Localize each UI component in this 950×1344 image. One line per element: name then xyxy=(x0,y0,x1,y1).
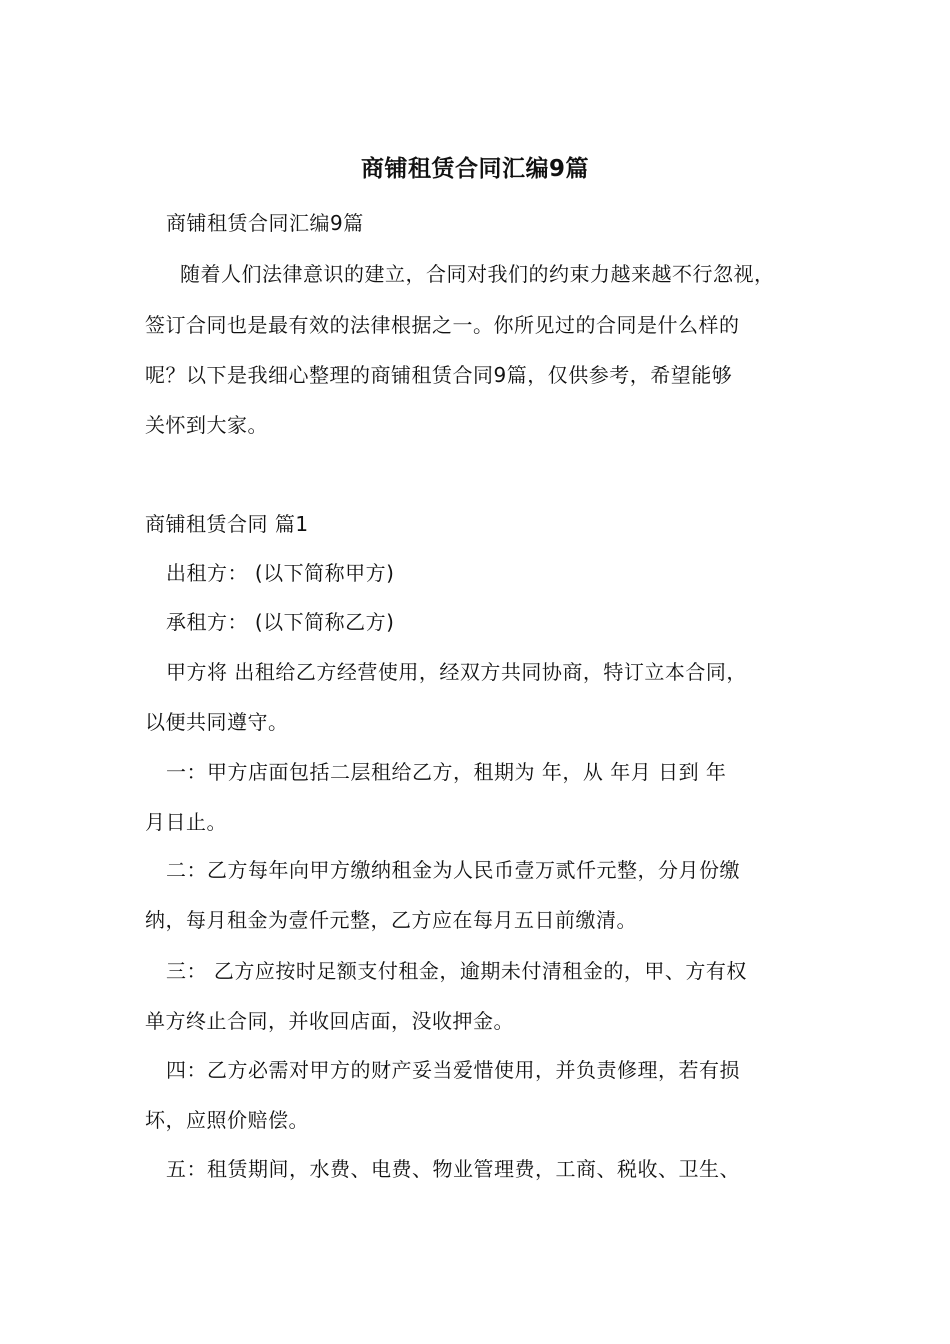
preamble-line-2: 以便共同遵守。 xyxy=(145,710,289,734)
intro-line-3: 呢？以下是我细心整理的商铺租赁合同9篇，仅供参考，希望能够 xyxy=(145,363,733,387)
document-subtitle: 商铺租赁合同汇编9篇 xyxy=(166,211,364,235)
clause-4-line-2: 坏，应照价赔偿。 xyxy=(145,1108,309,1132)
lessor-line: 出租方： (以下简称甲方) xyxy=(166,561,395,585)
document-title: 商铺租赁合同汇编9篇 xyxy=(360,156,589,182)
clause-3-line-2: 单方终止合同，并收回店面，没收押金。 xyxy=(145,1009,514,1033)
lessee-line: 承租方： (以下简称乙方) xyxy=(166,610,395,634)
intro-line-1: 随着人们法律意识的建立，合同对我们的约束力越来越不行忽视， xyxy=(180,262,775,286)
preamble-line-1: 甲方将 出租给乙方经营使用，经双方共同协商，特订立本合同， xyxy=(166,660,747,684)
clause-2-line-2: 纳，每月租金为壹仟元整，乙方应在每月五日前缴清。 xyxy=(145,908,637,932)
clause-3-line-1: 三： 乙方应按时足额支付租金，逾期未付清租金的，甲、方有权 xyxy=(166,959,747,983)
clause-5-line-1: 五：租赁期间，水费、电费、物业管理费，工商、税收、卫生、 xyxy=(166,1157,740,1181)
clause-1-line-2: 月日止。 xyxy=(145,810,227,834)
section-heading: 商铺租赁合同 篇1 xyxy=(145,512,309,536)
clause-4-line-1: 四：乙方必需对甲方的财产妥当爱惜使用，并负责修理，若有损 xyxy=(166,1058,740,1082)
intro-line-2: 签订合同也是最有效的法律根据之一。你所见过的合同是什么样的 xyxy=(145,313,740,337)
clause-2-line-1: 二：乙方每年向甲方缴纳租金为人民币壹万贰仟元整，分月份缴 xyxy=(166,858,740,882)
clause-1-line-1: 一：甲方店面包括二层租给乙方，租期为 年，从 年月 日到 年 xyxy=(166,760,727,784)
intro-line-4: 关怀到大家。 xyxy=(145,413,268,437)
